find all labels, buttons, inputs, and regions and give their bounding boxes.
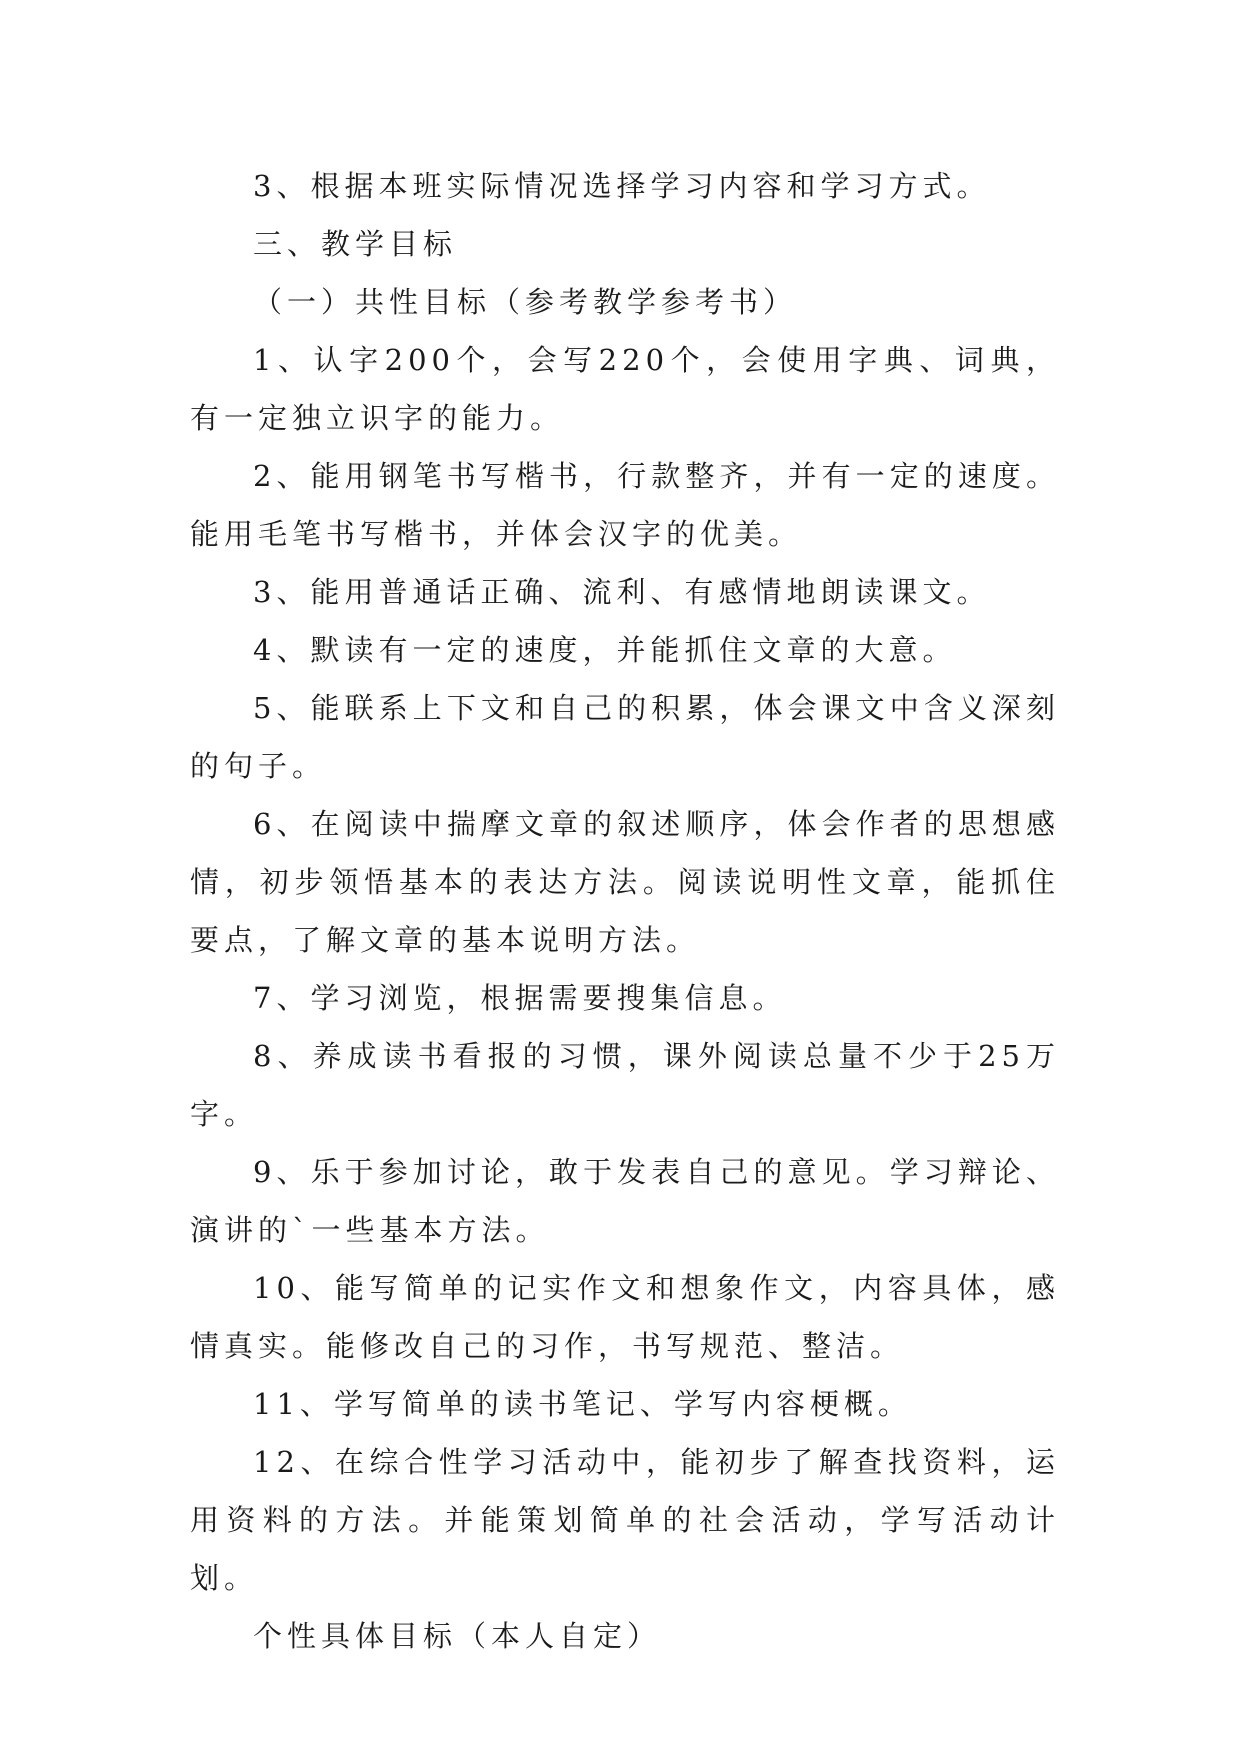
goal-item-5: 5、能联系上下文和自己的积累，体会课文中含义深刻的句子。 bbox=[190, 691, 1060, 783]
goal-item-12: 12、在综合性学习活动中，能初步了解查找资料，运用资料的方法。并能策划简单的社会活动，学写活动计划。 bbox=[190, 1445, 1060, 1595]
goal-item-11: 11、学写简单的读书笔记、学写内容梗概。 bbox=[253, 1387, 912, 1421]
goal-item-1: 1、认字200个，会写220个，会使用字典、词典，有一定独立识字的能力。 bbox=[190, 343, 1060, 435]
document-body bbox=[190, 157, 1060, 1665]
subsection-heading-individual-goals: 个性具体目标（本人自定） bbox=[253, 1619, 662, 1653]
goal-item-9: 9、乐于参加讨论，敢于发表自己的意见。学习辩论、演讲的`一些基本方法。 bbox=[190, 1155, 1060, 1247]
goal-item-2: 2、能用钢笔书写楷书，行款整齐，并有一定的速度。能用毛笔书写楷书，并体会汉字的优美。 bbox=[190, 459, 1060, 551]
paragraph-method-3: 3、根据本班实际情况选择学习内容和学习方式。 bbox=[253, 169, 991, 203]
goal-item-10: 10、能写简单的记实作文和想象作文，内容具体，感情真实。能修改自己的习作，书写规范、整洁。 bbox=[190, 1271, 1060, 1363]
subsection-heading-common-goals: （一）共性目标（参考教学参考书） bbox=[253, 285, 798, 319]
goal-item-3: 3、能用普通话正确、流利、有感情地朗读课文。 bbox=[253, 575, 991, 609]
section-heading-goals: 三、教学目标 bbox=[253, 227, 458, 261]
goal-item-4: 4、默读有一定的速度，并能抓住文章的大意。 bbox=[253, 633, 957, 667]
goal-item-8: 8、养成读书看报的习惯，课外阅读总量不少于25万字。 bbox=[190, 1039, 1060, 1131]
goal-item-7: 7、学习浏览，根据需要搜集信息。 bbox=[253, 981, 787, 1015]
goal-item-6: 6、在阅读中揣摩文章的叙述顺序，体会作者的思想感情，初步领悟基本的表达方法。阅读说明性文章，能抓住要点，了解文章的基本说明方法。 bbox=[190, 807, 1060, 957]
